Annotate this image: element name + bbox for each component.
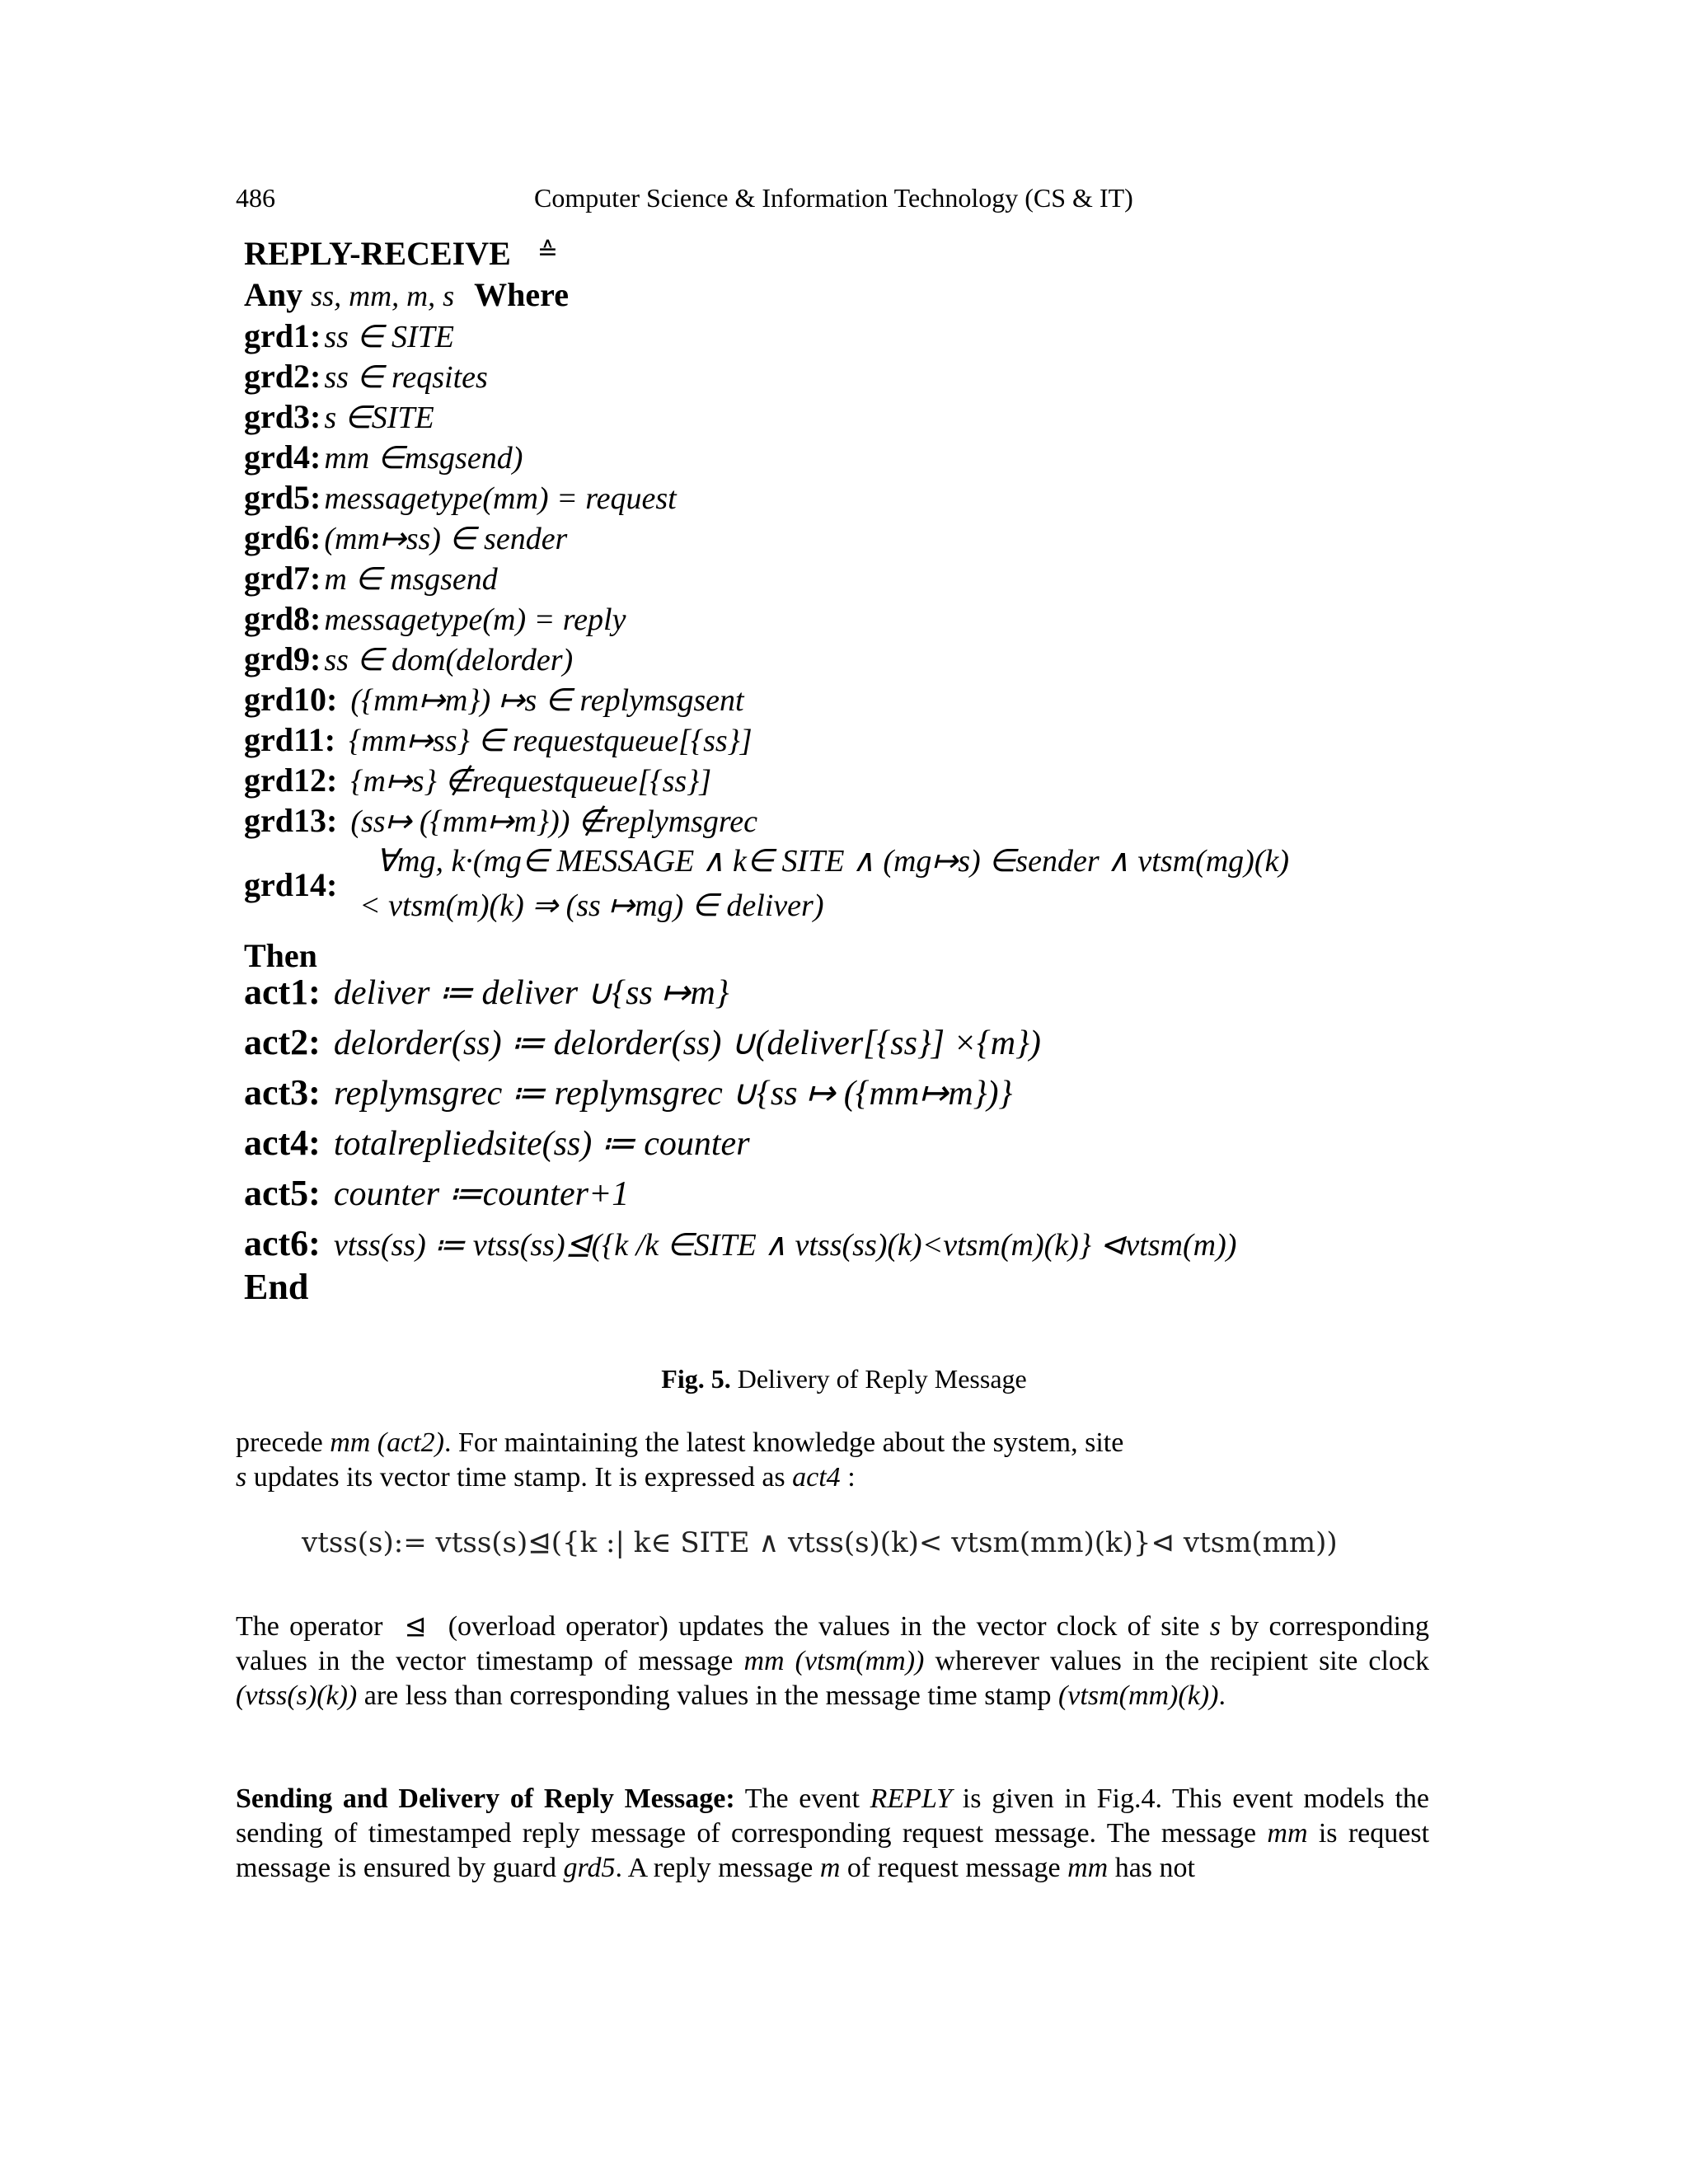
italic-run: m bbox=[819, 1853, 841, 1883]
italic-run: s bbox=[236, 1462, 247, 1493]
guard-expr: {mm↦ss} ∈ requestqueue[{ss}] bbox=[349, 724, 753, 758]
guard-expr: (ss↦ ({mm↦m})) ∉replymsgrec bbox=[350, 804, 758, 839]
action-expr: deliver ≔ deliver ∪{ss ↦m} bbox=[333, 974, 729, 1012]
italic-run: mm (act2) bbox=[330, 1427, 444, 1458]
text-run: . For maintaining the latest knowledge about the system, site bbox=[443, 1427, 1124, 1458]
action-expr: replymsgrec ≔ replymsgrec ∪{ss ↦ ({mm↦m})} bbox=[333, 1075, 1013, 1113]
italic-run: mm bbox=[1267, 1818, 1308, 1849]
guard-label: grd11: bbox=[244, 721, 336, 758]
text-run: is given in Fig.4. This event models the sending of timestamped reply message of corresponding request message. The message bbox=[236, 1783, 1429, 1849]
guard-line bbox=[244, 640, 574, 677]
text-run: by corresponding values in the vector timestamp of message bbox=[236, 1611, 1429, 1676]
italic-run: act4 bbox=[792, 1462, 841, 1493]
text-run: : bbox=[840, 1462, 856, 1493]
action-line bbox=[244, 1175, 629, 1212]
definition-symbol: ≙ bbox=[537, 238, 558, 265]
text-run: are less than corresponding values in the message time stamp bbox=[357, 1680, 1058, 1711]
guard-expr: ss ∈ SITE bbox=[324, 320, 455, 354]
guard-label: grd14: bbox=[244, 866, 338, 903]
guard-line bbox=[244, 602, 626, 635]
guard-expr: {m↦s} ∉requestqueue[{ss}] bbox=[350, 764, 712, 799]
text-run: has not bbox=[1108, 1853, 1195, 1883]
guard-line bbox=[244, 519, 568, 556]
paragraph-2 bbox=[236, 1609, 1429, 1713]
guard-expr: ss ∈ dom(delorder) bbox=[324, 643, 574, 677]
guard-label: grd7: bbox=[244, 560, 321, 597]
guard-expr: ss ∈ reqsites bbox=[324, 360, 488, 395]
guard-label: grd13: bbox=[244, 802, 338, 839]
vector-timestamp-formula: vtss(s):= vtss(s)⊴({k :| k∈ SITE ∧ vtss(s)(k)< vtsm(mm)(k)}⊲ vtsm(mm)) bbox=[302, 1526, 1338, 1559]
guard-label: grd1: bbox=[244, 317, 321, 354]
action-line bbox=[244, 1024, 1041, 1061]
guard-label: grd4: bbox=[244, 438, 321, 476]
guard-label: grd6: bbox=[244, 519, 321, 556]
action-label: act6: bbox=[244, 1223, 321, 1263]
italic-run: grd5 bbox=[563, 1853, 616, 1883]
guard-line bbox=[244, 438, 523, 476]
any-clause bbox=[244, 276, 569, 313]
guard-expr: m ∈ msgsend bbox=[324, 562, 498, 597]
text-run: of request message bbox=[840, 1853, 1068, 1883]
action-line bbox=[244, 974, 729, 1010]
caption-label: Fig. 5. bbox=[661, 1364, 731, 1394]
guard-line bbox=[244, 398, 434, 435]
then-keyword: Then bbox=[244, 937, 317, 974]
guard-label: grd2: bbox=[244, 358, 321, 395]
guard-line bbox=[244, 683, 744, 716]
action-expr: vtss(ss) ≔ vtss(ss)⊴({k /k ∈SITE ∧ vtss(ss)(k)<vtsm(m)(k)} ⊲vtsm(m)) bbox=[333, 1228, 1237, 1263]
action-label: act3: bbox=[244, 1072, 321, 1113]
text-run: The event bbox=[734, 1783, 870, 1814]
guard-line bbox=[244, 562, 498, 595]
guard-label: grd12: bbox=[244, 762, 338, 799]
action-line bbox=[244, 1223, 1237, 1263]
guard-expr: (mm↦ss) ∈ sender bbox=[324, 522, 568, 556]
paragraph-3 bbox=[236, 1782, 1429, 1886]
any-keyword: Any bbox=[244, 276, 303, 313]
guard-label: grd9: bbox=[244, 640, 321, 677]
action-label: act5: bbox=[244, 1173, 321, 1213]
guard-expr: messagetype(mm) = request bbox=[324, 481, 677, 516]
event-header bbox=[244, 237, 558, 270]
guard-expr-line2: < vtsm(m)(k) ⇒ (ss ↦mg) ∈ deliver) bbox=[359, 888, 824, 923]
action-label: act2: bbox=[244, 1022, 321, 1062]
action-expr: totalrepliedsite(ss) ≔ counter bbox=[333, 1125, 750, 1163]
text-run: . bbox=[1218, 1680, 1226, 1711]
text-run: precede bbox=[236, 1427, 331, 1458]
event-figure bbox=[244, 232, 1423, 1320]
action-line bbox=[244, 1072, 1013, 1113]
journal-title: Computer Science & Information Technology (CS & IT) bbox=[534, 183, 1133, 213]
guard-line bbox=[244, 804, 757, 837]
figure-caption bbox=[0, 1364, 1688, 1394]
italic-run: mm (vtsm(mm)) bbox=[743, 1646, 925, 1676]
guard-expr: ({mm↦m}) ↦s ∈ replymsgsent bbox=[350, 683, 744, 718]
guard-line bbox=[244, 481, 677, 514]
end-keyword: End bbox=[244, 1267, 309, 1307]
action-label: act4: bbox=[244, 1122, 321, 1163]
action-expr: counter ≔counter+1 bbox=[333, 1175, 630, 1213]
text-run: is request message is ensured by guard bbox=[236, 1818, 1430, 1883]
italic-run: s bbox=[1209, 1611, 1221, 1642]
guard-label: grd5: bbox=[244, 479, 321, 516]
action-expr: delorder(ss) ≔ delorder(ss) ∪(deliver[{ss}] ×{m}) bbox=[333, 1024, 1041, 1062]
text-run: wherever values in the recipient site clock bbox=[924, 1646, 1429, 1676]
caption-text: Delivery of Reply Message bbox=[730, 1364, 1027, 1394]
guard-expr: s ∈SITE bbox=[324, 401, 434, 435]
page-number: 486 bbox=[236, 183, 275, 213]
italic-run: mm bbox=[1067, 1853, 1109, 1883]
text-run: (overload operator) updates the values in the vector clock of site bbox=[438, 1611, 1210, 1642]
section-heading: Sending and Delivery of Reply Message: bbox=[236, 1783, 735, 1814]
overload-operator-icon: ⊴ bbox=[404, 1610, 427, 1642]
guard-label: grd10: bbox=[244, 681, 338, 718]
event-name: REPLY-RECEIVE bbox=[244, 235, 511, 272]
guard-expr: messagetype(m) = reply bbox=[324, 602, 626, 637]
text-run: updates its vector time stamp. It is expressed as bbox=[246, 1462, 793, 1493]
guard-line bbox=[244, 317, 455, 354]
guard-line bbox=[244, 360, 488, 393]
then-clause bbox=[244, 937, 317, 974]
action-line bbox=[244, 1122, 750, 1163]
text-run: . A reply message bbox=[615, 1853, 820, 1883]
italic-run: (vtsm(mm)(k)) bbox=[1057, 1680, 1219, 1711]
italic-run: REPLY bbox=[870, 1783, 953, 1814]
paragraph-1 bbox=[236, 1426, 1429, 1495]
end-clause bbox=[244, 1269, 308, 1305]
any-params: ss, mm, m, s bbox=[311, 279, 455, 312]
text-run: The operator bbox=[236, 1611, 393, 1642]
guard-expr-line1: ∀mg, k·(mg∈ MESSAGE ∧ k∈ SITE ∧ (mg↦s) ∈sender ∧ vtsm(mg)(k) bbox=[376, 844, 1290, 879]
where-keyword: Where bbox=[474, 276, 569, 313]
guard-line bbox=[244, 721, 753, 758]
guard-expr: mm ∈msgsend) bbox=[324, 441, 523, 476]
guard-label: grd3: bbox=[244, 398, 321, 435]
action-label: act1: bbox=[244, 972, 321, 1012]
italic-run: (vtss(s)(k)) bbox=[236, 1680, 358, 1711]
guard-line bbox=[244, 764, 711, 797]
guard-label: grd8: bbox=[244, 600, 321, 637]
